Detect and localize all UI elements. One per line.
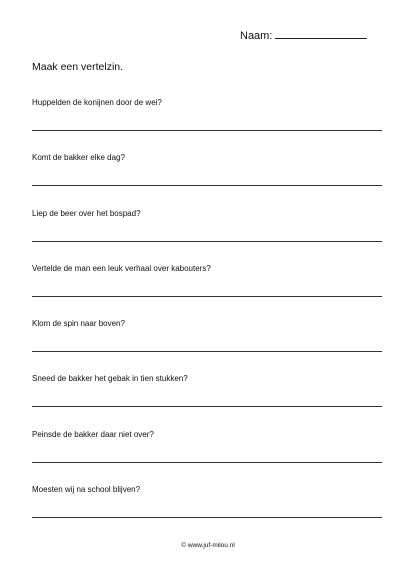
answer-line[interactable] [32, 296, 382, 297]
name-write-line[interactable] [275, 28, 367, 39]
answer-line[interactable] [32, 351, 382, 352]
question-text: Peinsde de bakker daar niet over? [32, 429, 154, 439]
answer-line[interactable] [32, 185, 382, 186]
question-text: Sneed de bakker het gebak in tien stukken? [32, 374, 188, 384]
answer-line[interactable] [32, 241, 382, 242]
answer-line[interactable] [32, 130, 382, 131]
question-text: Liep de beer over het bospad? [32, 208, 141, 218]
answer-line[interactable] [32, 462, 382, 463]
answer-line[interactable] [32, 517, 382, 518]
question-text: Komt de bakker elke dag? [32, 153, 125, 163]
question-item [32, 264, 382, 319]
question-text: Klom de spin naar boven? [32, 319, 125, 329]
question-text: Huppelden de konijnen door de wei? [32, 98, 162, 107]
question-item [32, 319, 382, 374]
name-field-row [240, 28, 367, 42]
name-label: Naam: [240, 30, 273, 42]
question-item [32, 430, 382, 485]
question-text: Moesten wij na school blijven? [32, 485, 141, 495]
question-item [32, 98, 382, 153]
answer-line[interactable] [32, 406, 382, 407]
question-item [32, 153, 382, 208]
question-item [32, 209, 382, 264]
question-list [32, 98, 382, 540]
question-item [32, 374, 382, 429]
question-text: Vertelde de man een leuk verhaal over kabouters? [32, 263, 211, 273]
question-item [32, 485, 382, 540]
instruction-heading: Maak een vertelzin. [32, 61, 124, 73]
footer-copyright: © www.juf-milou.nl [181, 542, 235, 549]
